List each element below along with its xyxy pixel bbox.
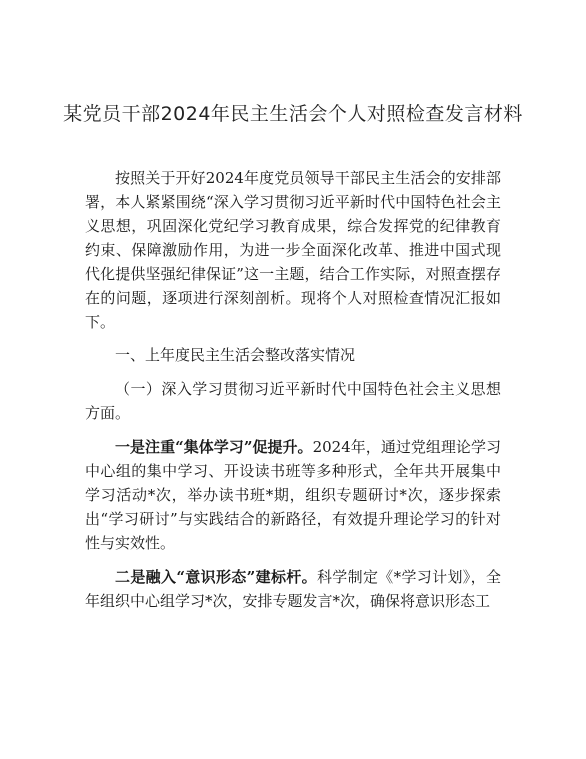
subsection-heading: （一）深入学习贯彻习近平新时代中国特色社会主义思想方面。 [85,380,501,422]
item-paragraph-2 [85,565,501,613]
section-heading: 一、上年度民主生活会整改落实情况 [115,346,356,364]
item-2-body: 科学制定《*学习计划》，全年组织中心组学习*次，安排专题发言*次，确保将意识形态工 [85,568,501,610]
document-body [85,166,501,623]
item-1-body: 2024年，通过党组理论学习中心组的集中学习、开设读书班等多种形式，全年共开展集中学习活动*次，举办读书班*期，组织专题研讨*次，逐步探索出“学习研讨”与实践结合的新路径，有效提升理论学习的针对性与实效性。 [85,438,501,552]
document-title: 某党员干部2024年民主生活会个人对照检查发言材料 [63,103,523,125]
item-2-lead: 二是融入“意识形态”建标杆。 [115,568,317,586]
intro-paragraph: 按照关于开好2024年度党员领导干部民主生活会的安排部署，本人紧紧围绕“深入学习贯彻习近平新时代中国特色社会主义思想，巩固深化党纪学习教育成果，综合发挥党的纪律教育约束、保障激励作用，为进一步全面深化改革、推进中国式现代化提供坚强纪律保证”这一主题，结合工作实际，对照查摆存在的问题，逐项进行深刻剖析。现将个人对照检查情况汇报如下。 [85,169,501,331]
item-1-lead: 一是注重“集体学习”促提升。 [115,438,313,456]
item-paragraph-1 [85,435,501,555]
